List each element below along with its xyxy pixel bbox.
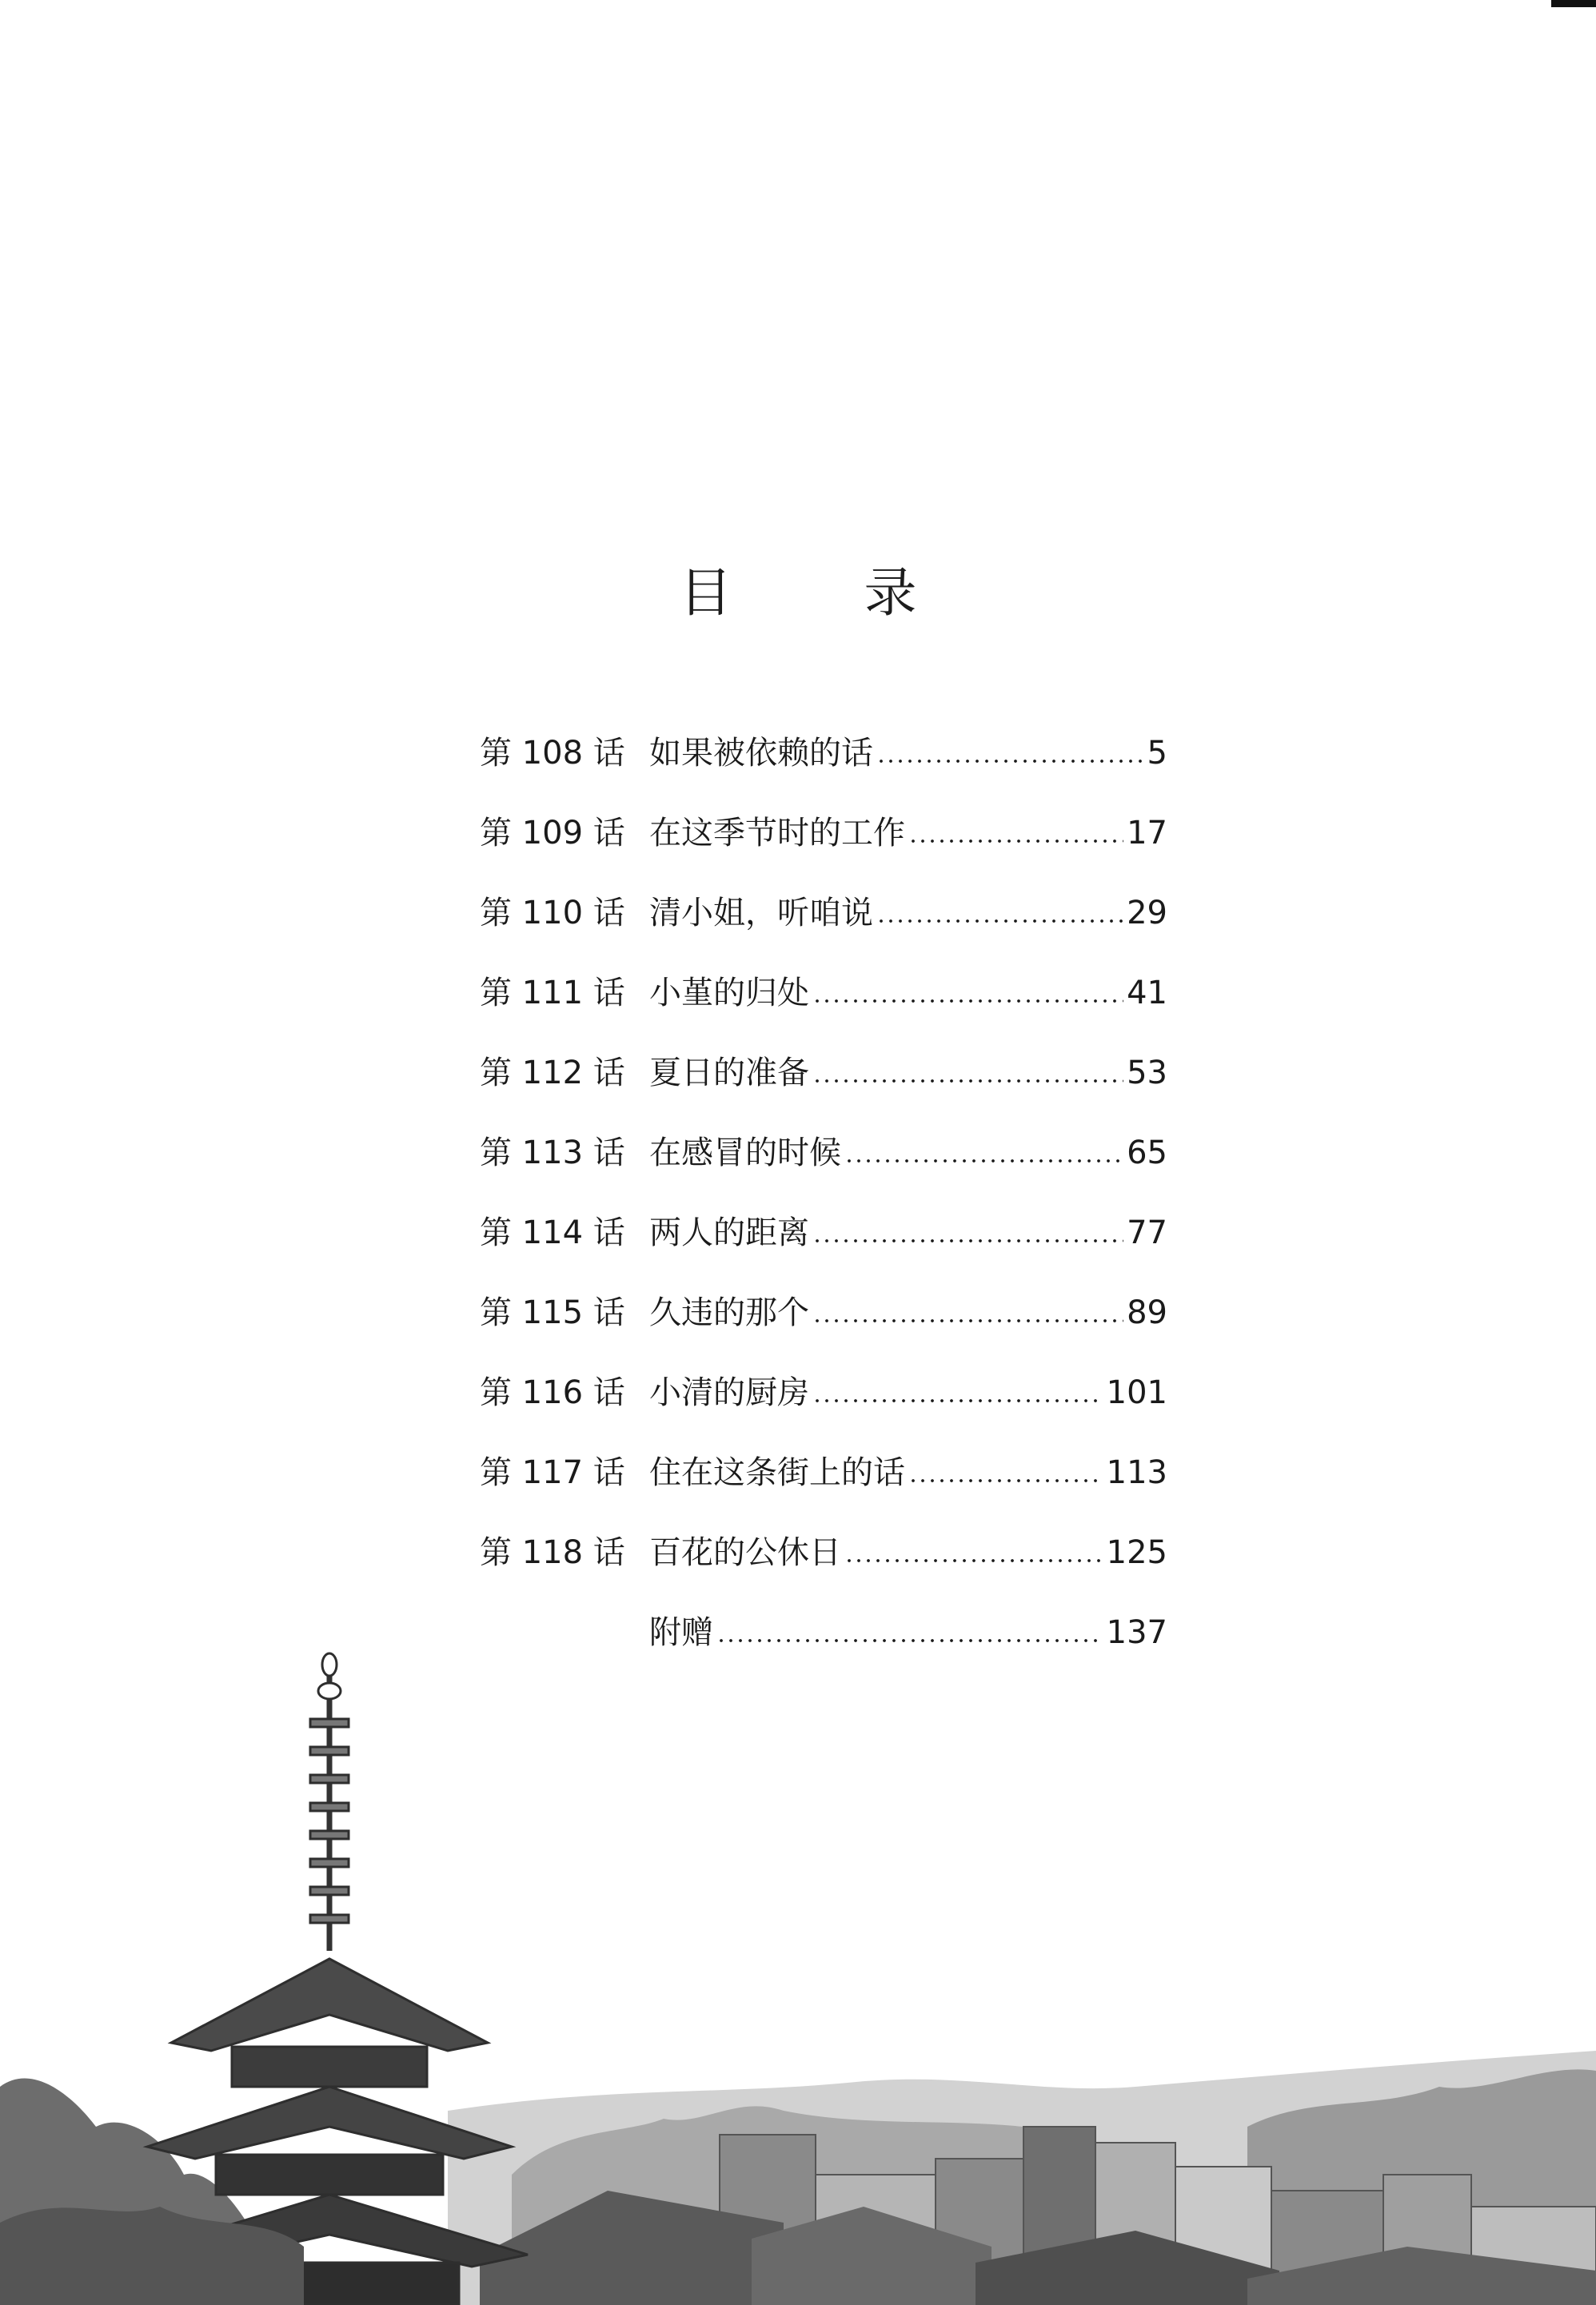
chapter-title: 小堇的归处 [649,975,809,1011]
chapter-number: 第 114 话 [480,1214,625,1251]
chapter-title: 两人的距离 [649,1214,809,1251]
toc-entry[interactable] [480,873,1167,953]
page-number: 125 [1106,1534,1167,1571]
page-corner-mark [1551,0,1596,7]
chapter-number: 第 113 话 [480,1135,625,1171]
page-number: 53 [1127,1055,1167,1091]
toc-entry[interactable] [480,1193,1167,1273]
toc-entry[interactable] [480,1273,1167,1353]
page-number: 77 [1127,1214,1167,1251]
table-of-contents [480,713,1167,1673]
dot-leader [812,977,1123,1009]
chapter-number: 第 112 话 [480,1055,625,1091]
dot-leader [844,1137,1123,1169]
toc-entry[interactable] [480,1433,1167,1513]
dot-leader [812,1217,1123,1249]
dot-leader [876,737,1144,769]
dot-leader [812,1057,1123,1089]
page-number: 101 [1106,1374,1167,1411]
dot-leader [812,1297,1123,1329]
chapter-number: 第 108 话 [480,735,625,772]
dot-leader [812,1377,1103,1409]
chapter-number: 第 111 话 [480,975,625,1011]
page-number: 113 [1106,1454,1167,1491]
chapter-number: 第 118 话 [480,1534,625,1571]
chapter-title: 在感冒的时候 [649,1135,841,1171]
page-number: 89 [1127,1294,1167,1331]
dot-leader [844,1537,1103,1569]
toc-entry[interactable] [480,713,1167,793]
toc-entry[interactable] [480,1513,1167,1593]
chapter-title: 夏日的准备 [649,1055,809,1091]
chapter-title: 久违的那个 [649,1294,809,1331]
toc-entry[interactable] [480,1353,1167,1433]
chapter-title: 如果被依赖的话 [649,735,873,772]
page-number: 137 [1106,1614,1167,1651]
chapter-title: 小清的厨房 [649,1374,809,1411]
dot-leader [908,817,1123,849]
pagoda-cityscape-illustration [0,1615,1596,2305]
page-number: 65 [1127,1135,1167,1171]
page-number: 29 [1127,895,1167,931]
chapter-number: 第 109 话 [480,815,625,851]
chapter-title: 在这季节时的工作 [649,815,905,851]
toc-entry[interactable] [480,1033,1167,1113]
dot-leader [876,897,1123,929]
page-number: 5 [1147,735,1167,772]
page-number: 41 [1127,975,1167,1011]
chapter-title: 清小姐，听咱说 [649,895,873,931]
toc-entry[interactable] [480,1113,1167,1193]
page-number: 17 [1127,815,1167,851]
chapter-number: 第 116 话 [480,1374,625,1411]
toc-title: 目 录 [679,562,975,624]
chapter-title: 百花的公休日 [649,1534,841,1571]
chapter-number: 第 110 话 [480,895,625,931]
chapter-number: 第 115 话 [480,1294,625,1331]
toc-entry[interactable] [480,793,1167,873]
chapter-number: 第 117 话 [480,1454,625,1491]
toc-entry[interactable] [480,953,1167,1033]
chapter-title: 附赠 [649,1614,713,1651]
chapter-title: 住在这条街上的话 [649,1454,905,1491]
dot-leader [908,1457,1103,1489]
